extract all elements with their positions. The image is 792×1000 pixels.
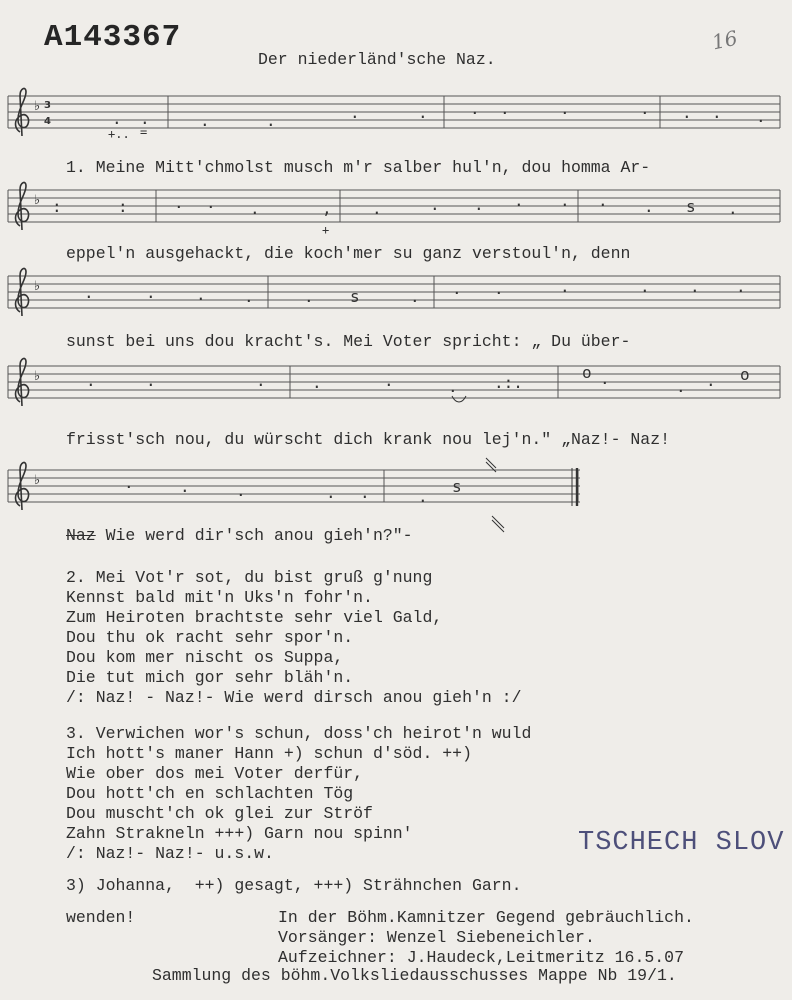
svg-text:.: . xyxy=(598,191,608,210)
svg-text:.: . xyxy=(418,103,428,122)
svg-text:.: . xyxy=(200,111,210,130)
svg-text:.: . xyxy=(266,111,276,130)
svg-text:.: . xyxy=(470,99,480,118)
provenance-recorder: Aufzeichner: J.Haudeck,Leitmeritz 16.5.07 xyxy=(278,948,684,967)
song-title: Der niederländ'sche Naz. xyxy=(258,50,496,69)
svg-text:.: . xyxy=(736,277,746,296)
svg-text:.: . xyxy=(256,371,266,390)
svg-text:.:.: .:. xyxy=(494,373,523,392)
svg-text:.: . xyxy=(180,477,190,496)
svg-text:♭: ♭ xyxy=(34,473,41,488)
svg-text:.: . xyxy=(682,103,692,122)
svg-text:o: o xyxy=(582,363,592,382)
page-mark: 16 xyxy=(709,25,740,55)
svg-text:=: = xyxy=(140,125,148,139)
svg-text:.: . xyxy=(206,193,216,212)
treble-clef-icon xyxy=(16,89,29,510)
svg-text:.: . xyxy=(84,283,94,302)
svg-text:.: . xyxy=(196,285,206,304)
refrain-text: Wie werd dir'sch anou gieh'n?"- xyxy=(95,526,413,545)
svg-text:.: . xyxy=(140,109,150,128)
final-barline xyxy=(452,396,577,532)
svg-text:,: , xyxy=(322,199,332,218)
svg-text:.: . xyxy=(304,287,314,306)
svg-text:♭: ♭ xyxy=(34,279,41,294)
svg-text:.: . xyxy=(500,99,510,118)
footnotes: 3) Johanna, ++) gesagt, +++) Strähnchen Garn. xyxy=(66,876,522,895)
svg-text:.: . xyxy=(452,279,462,298)
collection-line: Sammlung des böhm.Volksliedausschusses Mappe Nb 19/1. xyxy=(152,966,677,985)
svg-text:.: . xyxy=(640,277,650,296)
lyric-line-4: frisst'sch nou, du würscht dich krank nou lej'n." „Naz!- Naz! xyxy=(66,430,670,449)
svg-text:.: . xyxy=(410,287,420,306)
svg-text:3: 3 xyxy=(44,100,51,111)
svg-text:.: . xyxy=(146,371,156,390)
svg-text:.: . xyxy=(600,369,610,388)
svg-text:s: s xyxy=(686,197,696,216)
svg-text:.: . xyxy=(250,199,260,218)
svg-text:.: . xyxy=(124,473,134,492)
svg-text:.: . xyxy=(372,199,382,218)
verse-3-line-1: 3. Verwichen wor's schun, doss'ch heirot'n wuld xyxy=(66,724,532,743)
archive-stamp: TSCHECH SLOV xyxy=(578,828,785,858)
svg-text:♭: ♭ xyxy=(34,369,41,384)
svg-text:.: . xyxy=(560,191,570,210)
svg-text:.: . xyxy=(326,483,336,502)
refrain-line xyxy=(66,526,413,546)
svg-text:.: . xyxy=(644,197,654,216)
svg-text:s: s xyxy=(350,287,360,306)
svg-text:♭: ♭ xyxy=(34,193,41,208)
lyric-line-1: 1. Meine Mitt'chmolst musch m'r salber hul'n, dou homma Ar- xyxy=(66,158,651,177)
svg-text:.: . xyxy=(712,103,722,122)
svg-text:+: + xyxy=(322,223,330,237)
lyric-line-2: eppel'n ausgehackt, die koch'mer su ganz verstoul'n, denn xyxy=(66,244,631,263)
svg-text:.: . xyxy=(146,283,156,302)
wenden-note: wenden! xyxy=(66,908,136,927)
svg-text:o: o xyxy=(740,365,750,384)
archive-number: A143367 xyxy=(44,20,182,55)
verse-3-line-4: Dou hott'ch en schlachten Tög xyxy=(66,784,354,803)
svg-text:.: . xyxy=(384,371,394,390)
verse-2-line-6: Die tut mich gor sehr bläh'n. xyxy=(66,668,354,687)
verse-3-line-5: Dou muscht'ch ok glei zur Ströf xyxy=(66,804,373,823)
svg-text:.: . xyxy=(236,481,246,500)
svg-text:.: . xyxy=(418,487,428,506)
verse-3-line-7: /: Naz!- Naz!- u.s.w. xyxy=(66,844,274,863)
time-signature xyxy=(44,100,51,127)
svg-text:.: . xyxy=(86,371,96,390)
verse-2-line-3: Zum Heiroten brachtste sehr viel Gald, xyxy=(66,608,443,627)
svg-text:s: s xyxy=(452,477,462,496)
svg-text:.: . xyxy=(560,99,570,118)
svg-text:.: . xyxy=(112,109,122,128)
flat-key-signature xyxy=(34,99,40,488)
svg-text:.: . xyxy=(312,373,322,392)
provenance-region: In der Böhm.Kamnitzer Gegend gebräuchlich. xyxy=(278,908,694,927)
svg-text:.: . xyxy=(474,195,484,214)
svg-text:.: . xyxy=(640,99,650,118)
verse-2-line-4: Dou thu ok racht sehr spor'n. xyxy=(66,628,354,647)
svg-text::: : xyxy=(118,197,128,216)
svg-text:4: 4 xyxy=(44,116,51,127)
svg-text::: : xyxy=(52,197,62,216)
svg-text:.: . xyxy=(430,195,440,214)
lyric-line-3: sunst bei uns dou kracht's. Mei Voter spricht: „ Du über- xyxy=(66,332,631,351)
verse-2-line-2: Kennst bald mit'n Uks'n fohr'n. xyxy=(66,588,373,607)
verse-2-line-1: 2. Mei Vot'r sot, du bist gruß g'nung xyxy=(66,568,433,587)
svg-text:.: . xyxy=(690,277,700,296)
svg-text:+..: +.. xyxy=(108,127,130,141)
svg-text:.: . xyxy=(494,279,504,298)
provenance-singer: Vorsänger: Wenzel Siebeneichler. xyxy=(278,928,595,947)
svg-text:.: . xyxy=(174,193,184,212)
verse-3-line-3: Wie ober dos mei Voter derfür, xyxy=(66,764,364,783)
svg-text:.: . xyxy=(728,199,738,218)
verse-2-line-7: /: Naz! - Naz!- Wie werd dirsch anou gieh'n :/ xyxy=(66,688,522,707)
svg-text:.: . xyxy=(756,107,766,126)
svg-text:.: . xyxy=(448,377,458,396)
svg-text:♭: ♭ xyxy=(34,99,41,114)
verse-2-line-5: Dou kom mer nischt os Suppa, xyxy=(66,648,344,667)
verse-3-line-2: Ich hott's maner Hann +) schun d'söd. ++) xyxy=(66,744,472,763)
svg-text:.: . xyxy=(244,287,254,306)
svg-text:.: . xyxy=(560,277,570,296)
struck-word: Naz xyxy=(66,526,96,545)
svg-text:.: . xyxy=(360,483,370,502)
svg-text:.: . xyxy=(350,103,360,122)
svg-text:.: . xyxy=(676,377,686,396)
svg-text:.: . xyxy=(706,371,716,390)
verse-3-line-6: Zahn Strakneln +++) Garn nou spinn' xyxy=(66,824,413,843)
svg-text:.: . xyxy=(514,191,524,210)
